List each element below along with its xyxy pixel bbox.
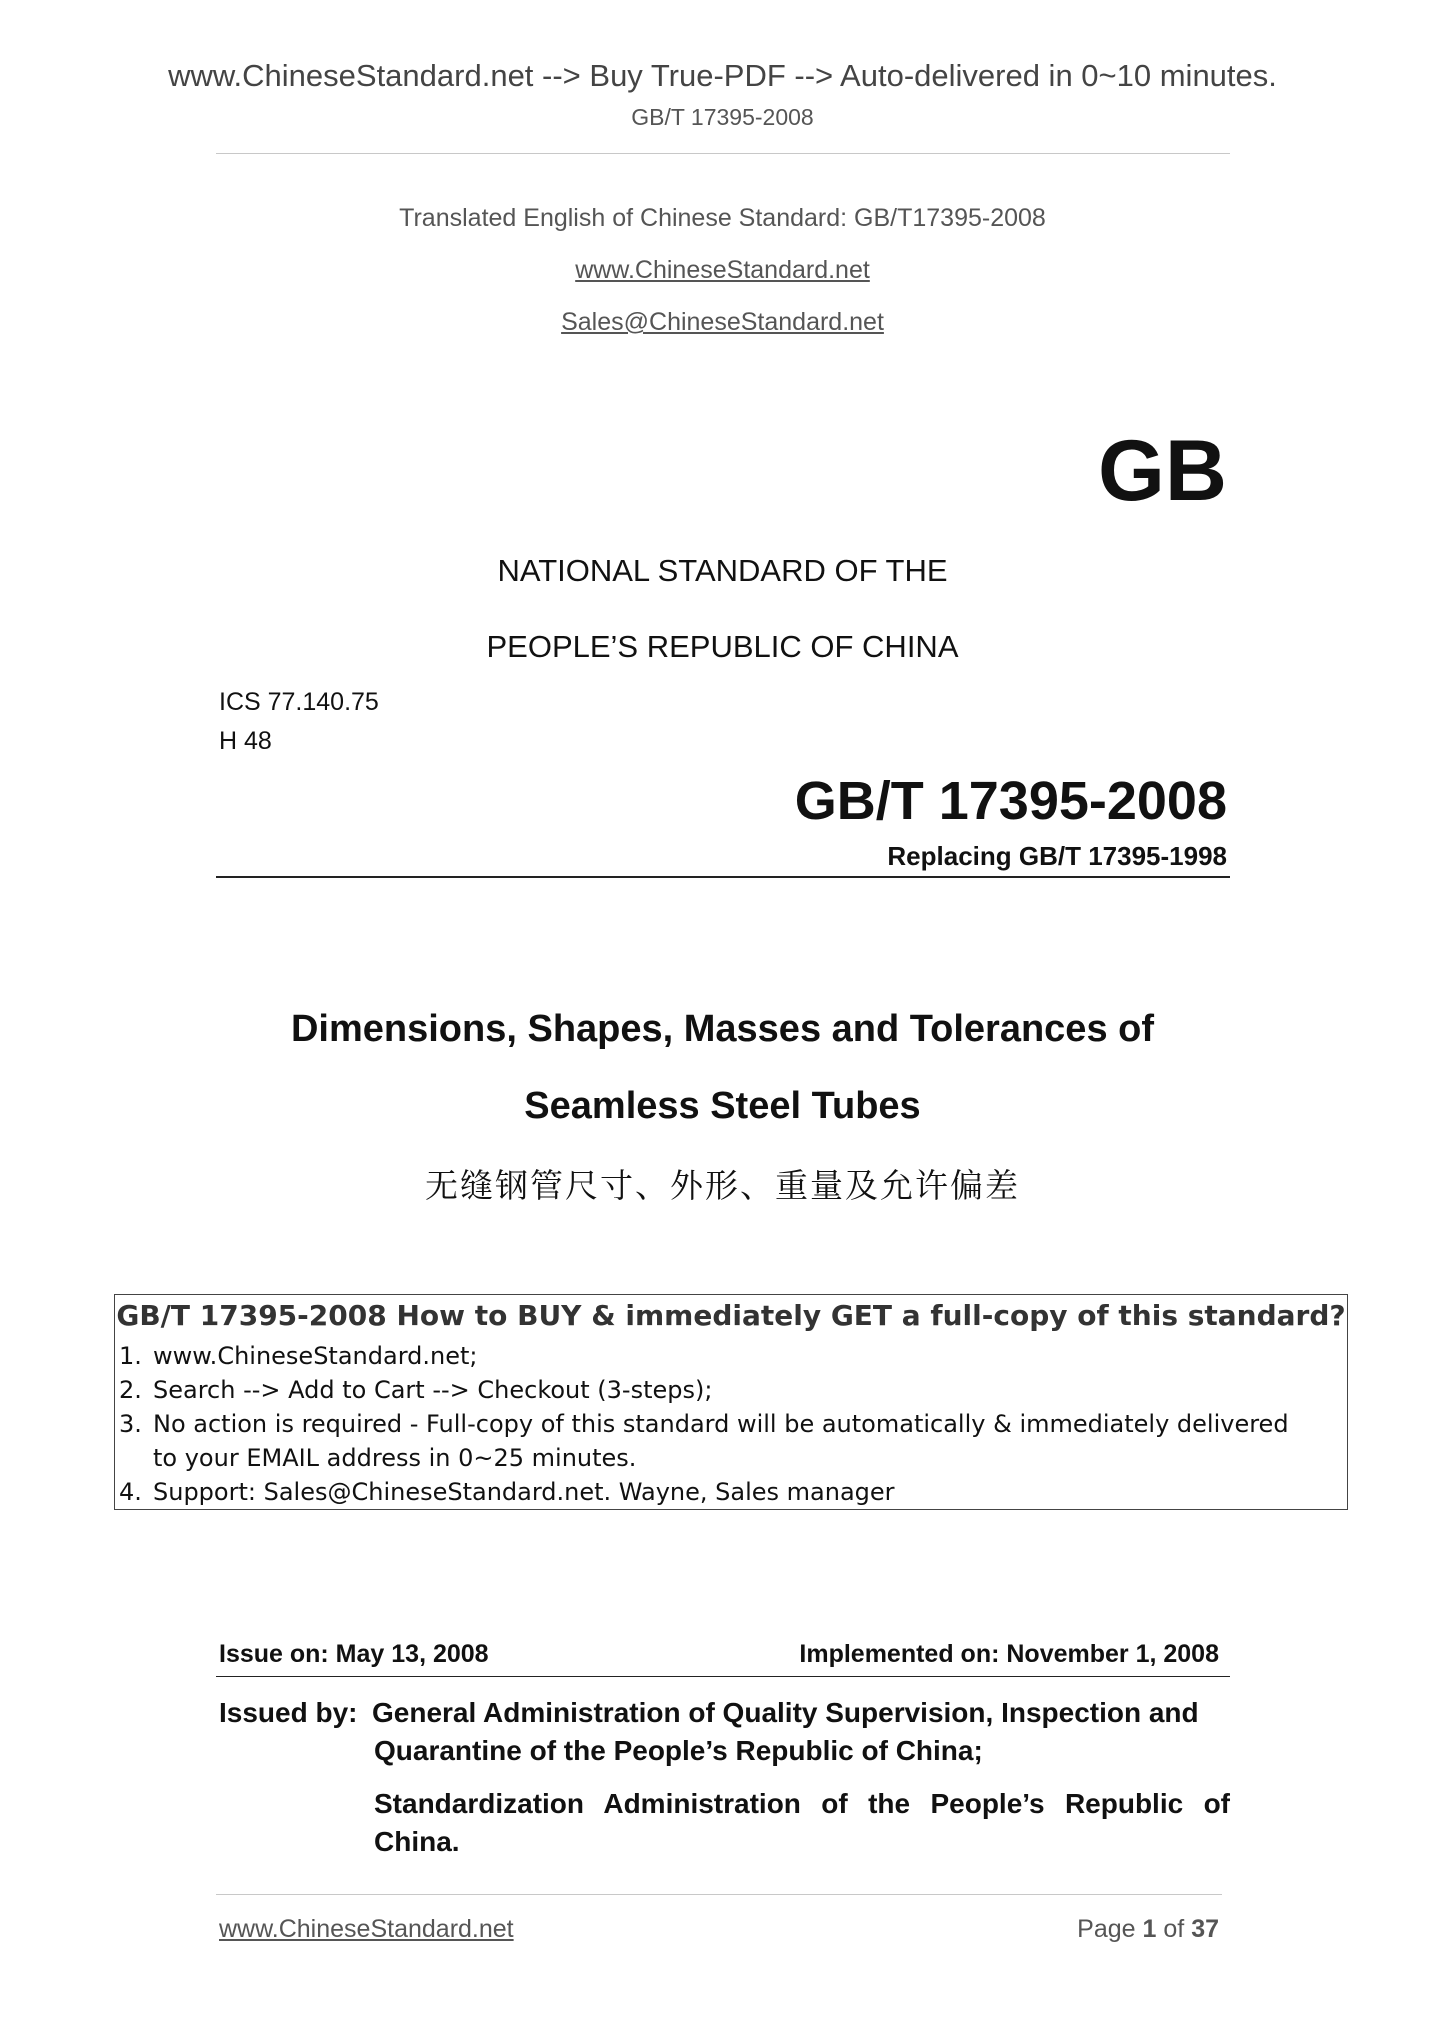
issuer-1-line2: Quarantine of the People’s Republic of China; <box>374 1735 983 1766</box>
buy-step-text: No action is required - Full-copy of this standard will be automatically & immediately delivered to your EMAIL address in 0~25 minutes. <box>153 1410 1289 1472</box>
page-total: 37 <box>1191 1915 1219 1943</box>
issuer-2-line2: China. <box>374 1826 460 1857</box>
title-chinese: 无缝钢管尺寸、外形、重量及允许偏差 <box>425 1166 1020 1205</box>
national-standard-line2: PEOPLE’S REPUBLIC OF CHINA <box>486 629 959 664</box>
gb-mark: GB <box>1098 423 1227 519</box>
title-line2: Seamless Steel Tubes <box>524 1085 921 1127</box>
buy-step <box>115 1407 1347 1475</box>
issuer-2-line1: Standardization Administration of the People’s Republic of <box>374 1788 1230 1819</box>
buy-step <box>115 1339 1347 1373</box>
header-top-line: www.ChineseStandard.net --> Buy True-PDF --> Auto-delivered in 0~10 minutes. <box>168 58 1277 93</box>
website-link-row <box>0 256 1445 285</box>
header-doc-code: GB/T 17395-2008 <box>631 104 814 130</box>
buy-step-number: 1. <box>119 1342 142 1370</box>
issuer-1-line1: General Administration of Quality Supervision, Inspection and <box>372 1697 1199 1728</box>
email-link-row <box>0 308 1445 337</box>
replacing-note: Replacing GB/T 17395-1998 <box>887 841 1227 871</box>
buy-steps-list <box>115 1339 1347 1509</box>
title-line1: Dimensions, Shapes, Masses and Tolerances of <box>290 1008 1155 1050</box>
buy-box-title: GB/T 17395-2008 How to BUY & immediately GET a full-copy of this standard? <box>116 1299 1346 1332</box>
page-current: 1 <box>1142 1915 1157 1943</box>
implemented-date: Implemented on: November 1, 2008 <box>799 1640 1219 1668</box>
issued-by-label: Issued by: <box>219 1697 358 1728</box>
buy-step-text: Support: Sales@ChineseStandard.net. Wayne, Sales manager <box>153 1478 895 1506</box>
buy-step-text[interactable]: www.ChineseStandard.net; <box>153 1342 478 1370</box>
footer-website-row <box>219 1915 514 1944</box>
ics-code: ICS 77.140.75 <box>219 688 379 716</box>
number-divider <box>216 876 1230 878</box>
issue-date: Issue on: May 13, 2008 <box>219 1640 489 1668</box>
buy-step <box>115 1373 1347 1407</box>
buy-step-number: 2. <box>119 1376 142 1404</box>
national-standard-line1: NATIONAL STANDARD OF THE <box>497 553 948 588</box>
buy-step <box>115 1475 1347 1509</box>
buy-step-number: 4. <box>119 1478 142 1506</box>
footer-divider <box>216 1894 1222 1895</box>
translated-line: Translated English of Chinese Standard: GB/T17395-2008 <box>399 204 1046 232</box>
buy-instructions-box <box>114 1294 1348 1510</box>
ccs-code: H 48 <box>219 727 272 755</box>
dates-divider <box>216 1676 1230 1677</box>
header-divider <box>216 153 1230 154</box>
page-prefix: Page <box>1077 1915 1136 1943</box>
standard-number: GB/T 17395-2008 <box>794 771 1227 831</box>
website-link[interactable]: www.ChineseStandard.net <box>575 256 870 284</box>
buy-step-number: 3. <box>119 1410 142 1438</box>
page-number <box>1077 1915 1219 1944</box>
footer-website-link[interactable]: www.ChineseStandard.net <box>219 1915 514 1943</box>
buy-step-text: Search --> Add to Cart --> Checkout (3-steps); <box>153 1376 713 1404</box>
email-link[interactable]: Sales@ChineseStandard.net <box>561 308 884 336</box>
page-of: of <box>1163 1915 1185 1943</box>
